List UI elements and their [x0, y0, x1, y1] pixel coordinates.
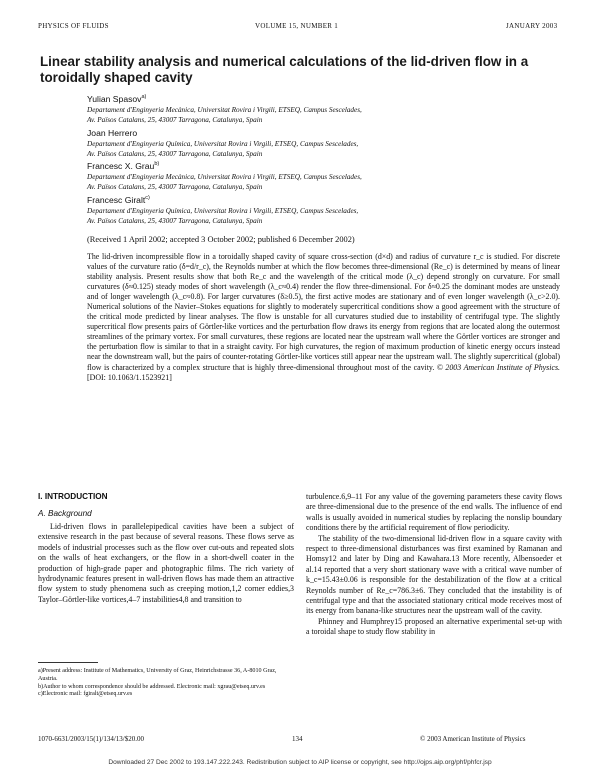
footnote: b)Author to whom correspondence should be addressed. Electronic mail: xgrau@etseq.urv.es	[38, 683, 266, 690]
author-affiliation: Departament d'Enginyeria Mecànica, Universitat Rovira i Virgili, ETSEQ, Campus Sescelades, Av. Països Catalans, 25, 43007 Tarragona, Catalunya, Spain	[87, 106, 362, 125]
abstract-copyright: © 2003 American Institute of Physics.	[436, 362, 560, 372]
abstract-body: The lid-driven incompressible flow in a toroidally shaped cavity of square cross-section (d×d) and radius of curvature r_c is studied. For discrete values of the curvature ratio (δ=d/r_c), the Reynolds number at which the flow becomes three-dimensional (Re_c) is determined by means of linear stability analysis. Present results show that both Re_c and the wavelength of the critical mode (λ_c) depend strongly on curvature. For small curvatures (δ≈0.125) steady modes of short wavelength (λ_c≈0.4) render the flow three-dimensional. For δ≈0.25 the dominant modes are unsteady and of longer wavelength (λ_c≈0.8). For larger curvatures (δ≥0.5), the first active modes are stationary and of even longer wavelength (λ_c>2.0). Numerical solutions of the Navier–Stokes equations for slightly to moderately supercritical conditions show a good agreement with the structure of the critical mode predicted by linear analyses. The flow is unstable for all curvatures studied due to instability of centrifugal type. The slightly supercritical flow presents pairs of Görtler-like vortices and the perturbation flow draws its energy from regions that are located along the outermost streamlines of the primary vortex. For small curvatures, these regions are located near the upstream wall where the Görtler vortices are stronger and the perturbation flow is similar to that in a straight cavity. For high curvatures, the region of maximum production of kinetic energy occurs instead near the downstream wall, but the pairs of counter-rotating Görtler-like vortices still appear near the upstream wall. The slightly supercritical (global) flow is characterized by a complex structure that is highly three-dimensional throughout most of the cavity.	[87, 252, 560, 372]
subsection-heading: A. Background	[38, 509, 92, 518]
footnote: c)Electronic mail: fgiralt@etseq.urv.es	[38, 691, 133, 698]
issue-date: JANUARY 2003	[506, 22, 558, 30]
left-column-text: Lid-driven flows in parallelepipedical cavities have been a subject of extensive research in the past because of several reasons. These flows serve as models of industrial processes such as the flow over cut-outs and repeated slots on the walls of heat exchangers, or the flow in a short-dwell coater in the production of high-grade paper and photographic films. The rich variety of hydrodynamic features present in wall-driven flows has made them an attractive flow system to study phenomena such as creeping motion,1,2 corner eddies,3 Taylor–Görtler-like vortices,4–7 instabilities4,8 and transition to	[38, 522, 294, 604]
footer-copyright: © 2003 American Institute of Physics	[420, 735, 526, 743]
section-heading: I. INTRODUCTION	[38, 492, 108, 501]
author-name: Francesc Giralt$^{c)}$	[87, 195, 150, 205]
footnotes	[38, 668, 294, 699]
author-name: Yulian Spasov$^{a)}$	[87, 94, 147, 104]
journal-name: PHYSICS OF FLUIDS	[38, 22, 109, 30]
abstract	[87, 252, 560, 383]
author-affiliation: Departament d'Enginyeria Mecànica, Universitat Rovira i Virgili, ETSEQ, Campus Sescelades, Av. Països Catalans, 25, 43007 Tarragona, Catalunya, Spain	[87, 173, 362, 192]
footer-issn: 1070-6631/2003/15(1)/134/13/$20.00	[38, 735, 144, 743]
footnote-rule	[38, 662, 98, 663]
right-column-text: turbulence.6,9–11 For any value of the governing parameters these cavity flows are three-dimensional due to the presence of the end walls. The influence of end walls is usually avoided in numerical studies by replacing the nonslip boundary conditions there by the artificial requirement of flow periodicity. The stability of the two-dimensional lid-driven flow in a square cavity with respect to three-dimensional disturbances was first examined by Ramanan and Homsy12 and later by Ding and Kawahara.13 More recently, Albensoeder et al.14 reported that a very short stationary wave with a critical wave number of k_c=15.43±0.06 is responsible for the destabilization of the flow at a critical Reynolds number of Re_c=786.3±6. They concluded that the instability is of centrifugal type and that the associated stationary critical mode receives most of its energy from banana-like structures near the upstream wall of the cavity. Phinney and Humphrey15 proposed an alternative experimental set-up with a toroidal shape to study flow stability in	[306, 492, 562, 637]
volume-number: VOLUME 15, NUMBER 1	[255, 22, 339, 30]
page-number: 134	[292, 735, 303, 743]
author-affiliation: Departament d'Enginyeria Química, Universitat Rovira i Virgili, ETSEQ, Campus Sescelades, Av. Països Catalans, 25, 43007 Tarragona, Catalunya, Spain	[87, 207, 359, 226]
received-dates: (Received 1 April 2002; accepted 3 October 2002; published 6 December 2002)	[87, 235, 355, 244]
author-name: Francesc X. Grau$^{b)}$	[87, 161, 160, 171]
footnote: a)Present address: Institute of Mathematics, University of Graz, Heinrichstrasse 36, A-8010 Graz, Austria.	[38, 668, 277, 682]
download-notice: Downloaded 27 Dec 2002 to 193.147.222.243. Redistribution subject to AIP license or copyright, see http://ojps.aip.org/phf/phfcr.jsp	[108, 759, 492, 766]
author-name: Joan Herrero	[87, 128, 138, 138]
doi-link[interactable]: [DOI: 10.1063/1.1523921]	[87, 372, 172, 382]
author-affiliation: Departament d'Enginyeria Química, Universitat Rovira i Virgili, ETSEQ, Campus Sescelades, Av. Països Catalans, 25, 43007 Tarragona, Catalunya, Spain	[87, 140, 359, 159]
paper-title: Linear stability analysis and numerical calculations of the lid-driven flow in a toroidally shaped cavity	[40, 54, 529, 85]
